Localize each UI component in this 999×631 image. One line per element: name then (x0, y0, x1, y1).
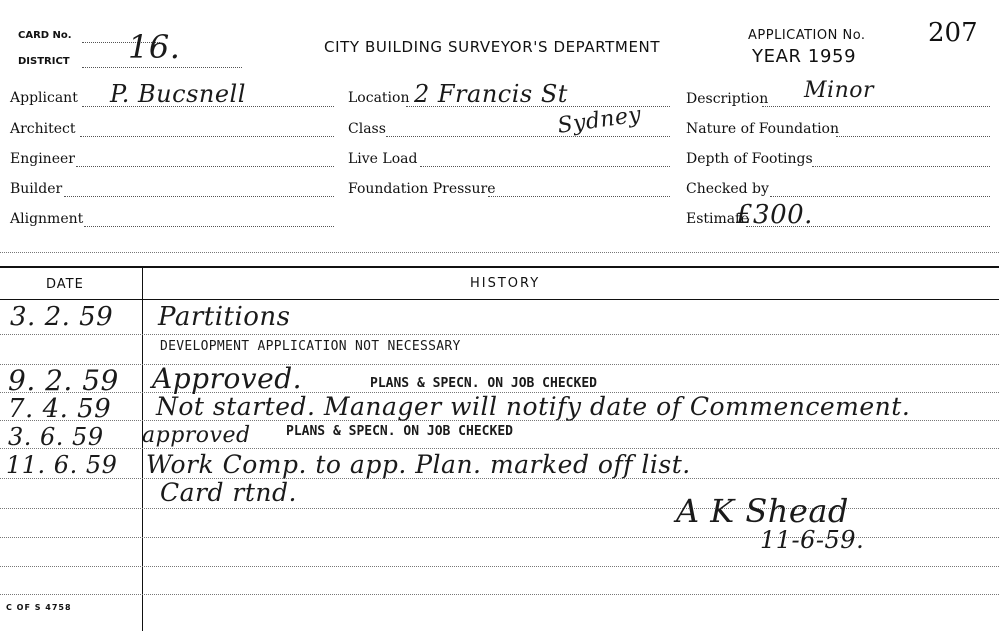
builder-label: Builder (10, 181, 63, 197)
date-header: DATE (46, 277, 84, 292)
foundation-pressure-line (488, 196, 670, 197)
card-no-label: CARD No. (18, 30, 72, 41)
depth-of-footings-line (812, 166, 990, 167)
architect-label: Architect (10, 121, 76, 137)
application-label: APPLICATION No. (748, 28, 866, 43)
alignment-line (84, 226, 334, 227)
checked-by-line (770, 196, 990, 197)
depth-of-footings-label: Depth of Footings (686, 151, 813, 167)
district-label: DISTRICT (18, 56, 70, 67)
applicant-label: Applicant (10, 90, 78, 106)
history-rule (0, 364, 999, 365)
history-rule (0, 508, 999, 509)
form-code: C OF S 4758 (6, 603, 72, 612)
live-load-line (420, 166, 670, 167)
history-typed: DEVELOPMENT APPLICATION NOT NECESSARY (160, 339, 461, 354)
card-no-value: 16. (128, 28, 181, 66)
description-value: Minor (804, 78, 874, 103)
estimate-label: Estimate (686, 211, 750, 227)
location-label: Location (348, 90, 410, 106)
estimate-value: £300. (736, 200, 813, 230)
history-date: 9. 2. 59 (8, 364, 119, 397)
class-line (386, 136, 670, 137)
history-text: Not started. Manager will notify date of Commencement. (156, 392, 911, 421)
history-date: 3. 2. 59 (10, 302, 114, 332)
signature: A K Shead (676, 492, 849, 530)
history-typed: PLANS & SPECN. ON JOB CHECKED (286, 424, 513, 439)
history-date: 7. 4. 59 (8, 394, 112, 424)
description-label: Description (686, 91, 769, 107)
history-text: Work Comp. to app. Plan. marked off list. (146, 450, 691, 479)
district-line (82, 67, 242, 68)
class-value: Sydney (556, 102, 643, 139)
department-title: CITY BUILDING SURVEYOR'S DEPARTMENT (324, 38, 661, 56)
year-label: YEAR 1959 (752, 46, 857, 67)
history-text: Card rtnd. (160, 478, 297, 507)
date-column-rule (142, 268, 143, 631)
history-rule (0, 566, 999, 567)
fields-bottom-line (0, 252, 999, 253)
location-value: 2 Francis St (414, 80, 568, 108)
engineer-label: Engineer (10, 151, 75, 167)
live-load-label: Live Load (348, 151, 418, 167)
nature-of-foundation-line (836, 136, 990, 137)
class-label: Class (348, 121, 386, 137)
history-rule (0, 448, 999, 449)
signature-date: 11-6-59. (760, 526, 865, 554)
history-header-rule (0, 299, 999, 300)
history-rule (0, 594, 999, 595)
description-line (762, 106, 990, 107)
application-number: 207 (928, 18, 978, 48)
history-rule (0, 334, 999, 335)
applicant-value: P. Bucsnell (110, 80, 246, 108)
history-text: approved (142, 423, 251, 448)
architect-line (80, 136, 334, 137)
engineer-line (76, 166, 334, 167)
foundation-pressure-label: Foundation Pressure (348, 181, 496, 197)
history-text: Partitions (158, 302, 291, 332)
history-top-rule (0, 266, 999, 268)
history-typed: PLANS & SPECN. ON JOB CHECKED (370, 376, 597, 391)
history-text: Approved. (152, 362, 303, 395)
alignment-label: Alignment (10, 211, 84, 227)
builder-line (64, 196, 334, 197)
history-date: 11. 6. 59 (6, 451, 118, 479)
history-date: 3. 6. 59 (8, 423, 104, 451)
nature-of-foundation-label: Nature of Foundation (686, 121, 839, 137)
history-header: HISTORY (470, 276, 541, 291)
checked-by-label: Checked by (686, 181, 769, 197)
